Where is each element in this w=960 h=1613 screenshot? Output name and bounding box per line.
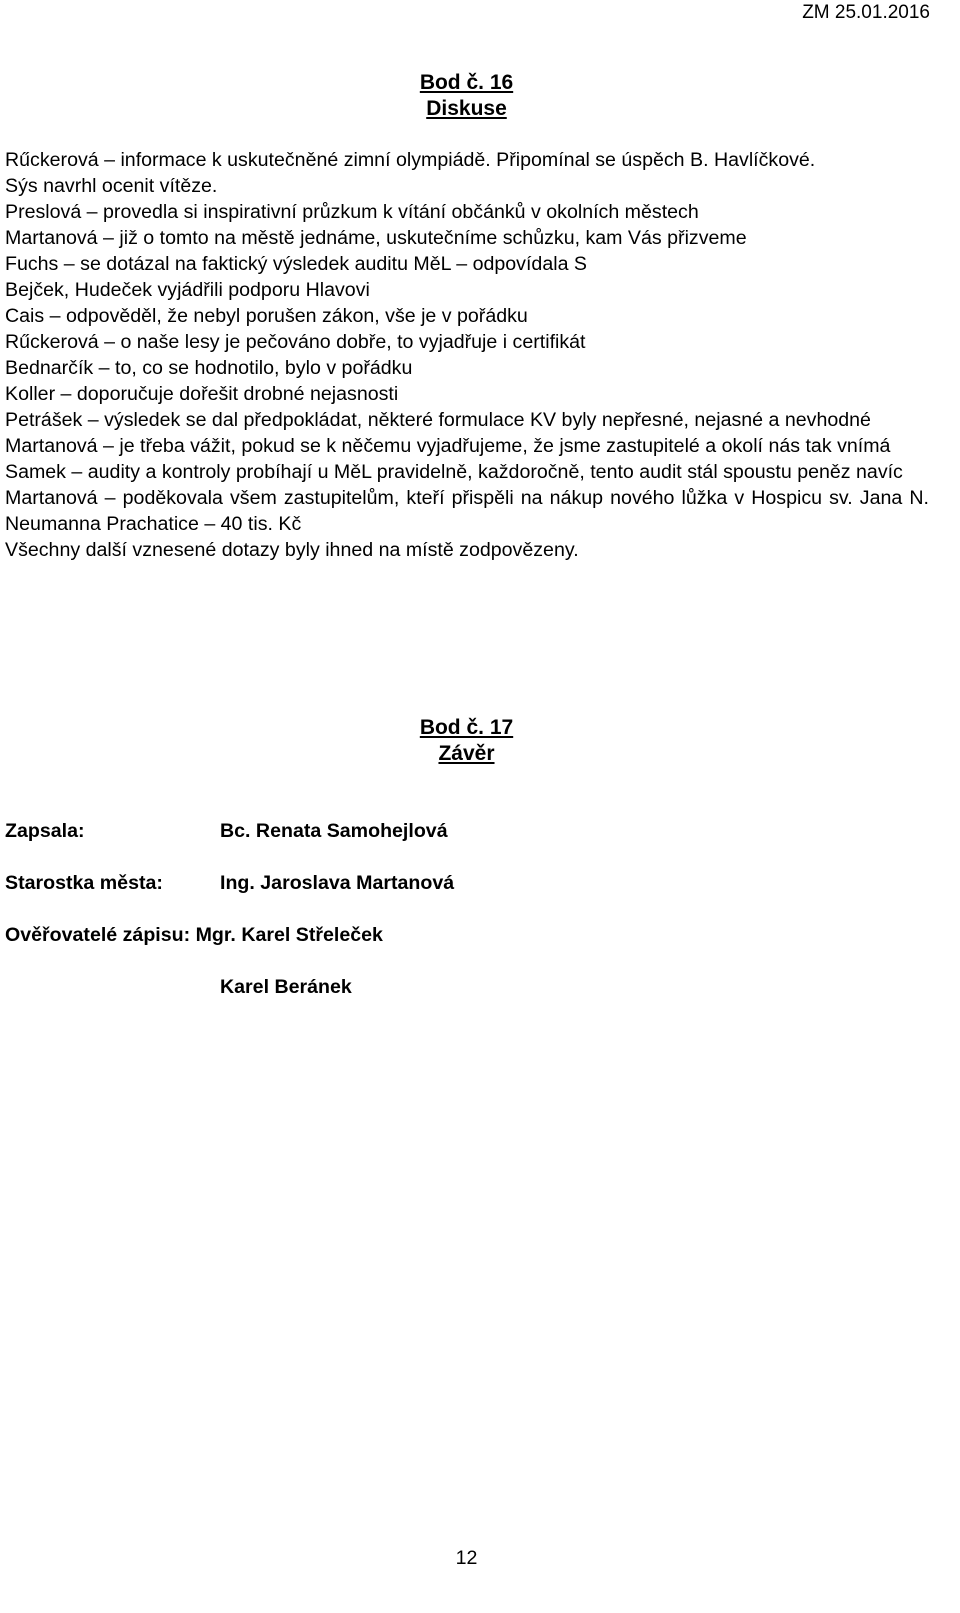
discussion-item: Cais – odpověděl, že nebyl porušen zákon, vše je v pořádku [5, 305, 528, 327]
discussion-item: Bednarčík – to, co se hodnotilo, bylo v pořádku [5, 357, 413, 379]
section-16-title: Diskuse [426, 97, 507, 120]
section-16-heading [0, 70, 933, 122]
discussion-item: Samek – audity a kontroly probíhají u MěL pravidelně, každoročně, tento audit stál spoustu peněz navíc [5, 461, 903, 483]
discussion-item: Všechny další vznesené dotazy byly ihned na místě zodpovězeny. [5, 539, 579, 561]
discussion-item: Martanová – již o tomto na městě jednáme, uskutečníme schůzku, kam Vás přizveme [5, 227, 747, 249]
discussion-item: Martanová – je třeba vážit, pokud se k něčemu vyjadřujeme, že jsme zastupitelé a okolí nás tak vnímá [5, 435, 891, 457]
signature-block [5, 818, 925, 1026]
discussion-item: Martanová – poděkovala všem zastupitelům, kteří přispěli na nákup nového lůžka v Hospicu sv. Jana N. Neumanna Prachatice – 40 tis. Kč [5, 487, 929, 535]
discussion-item: Bejček, Hudeček vyjádřili podporu Hlavovi [5, 279, 370, 301]
verifier-2-name: Karel Beránek [220, 976, 352, 998]
recorded-by-name: Bc. Renata Samohejlová [220, 820, 448, 842]
discussion-item: Rűckerová – informace k uskutečněné zimní olympiádě. Připomínal se úspěch B. Havlíčkové. [5, 149, 816, 171]
mayor-label: Starostka města: [5, 872, 163, 894]
mayor-row [5, 870, 925, 922]
section-16-number: Bod č. 16 [419, 71, 514, 94]
discussion-item: Koller – doporučuje dořešit drobné nejasnosti [5, 383, 399, 405]
recorded-by-row [5, 818, 925, 870]
section-17-heading [0, 715, 933, 767]
page-number: 12 [455, 1547, 478, 1569]
recorded-by-label: Zapsala: [5, 820, 85, 842]
section-17-title: Závěr [438, 742, 495, 765]
verifier-2-row [5, 974, 925, 1026]
discussion-item: Petrášek – výsledek se dal předpokládat, některé formulace KV byly nepřesné, nejasné a nevhodné [5, 409, 871, 431]
discussion-item: Fuchs – se dotázal na faktický výsledek auditu MěL – odpovídala S [5, 253, 587, 275]
discussion-item: Sýs navrhl ocenit vítěze. [5, 175, 218, 197]
discussion-item: Preslová – provedla si inspirativní průzkum k vítání občánků v okolních městech [5, 201, 699, 223]
discussion-body [5, 147, 929, 563]
verifiers-row [5, 922, 925, 974]
discussion-item: Rűckerová – o naše lesy je pečováno dobře, to vyjadřuje i certifikát [5, 331, 586, 353]
header-date: ZM 25.01.2016 [802, 2, 930, 23]
mayor-name: Ing. Jaroslava Martanová [220, 872, 455, 894]
verifiers-label: Ověřovatelé zápisu: [5, 924, 191, 946]
section-17-number: Bod č. 17 [419, 716, 514, 739]
verifier-1-name: Mgr. Karel Střeleček [195, 924, 383, 946]
